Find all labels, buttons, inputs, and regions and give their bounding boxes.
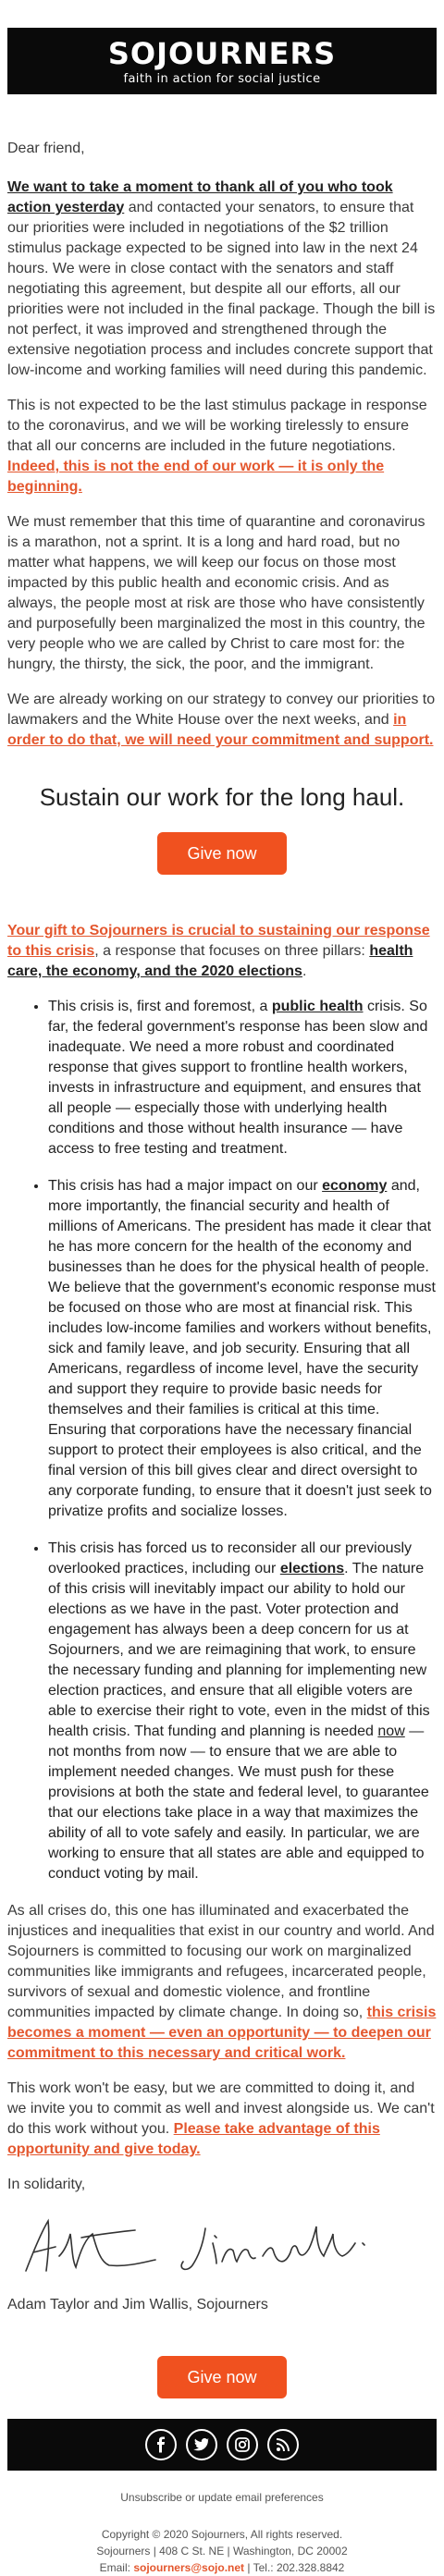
- paragraph-marathon: We must remember that this time of quarantine and coronavirus is a marathon, not a sprint. It is a long and hard road, but no matter what happens, we will keep our focus on those most impacted by this public health and economic crisis. And as always, the people most at risk are those who have consistently and purposefully been marginalized the most in this country, the very people who we are called by Christ to care most for: the hungry, the thirsty, the sick, the poor, and the immigrant.: [7, 514, 426, 672]
- unsubscribe-link[interactable]: Unsubscribe or update email preferences: [120, 2491, 324, 2504]
- header-banner: [7, 28, 437, 94]
- give-today-link[interactable]: Please take advantage of this opportunity and give today.: [7, 2121, 380, 2157]
- copyright: Copyright © 2020 Sojourners, All rights reserved.: [101, 2528, 343, 2541]
- list-text: This crisis is, first and foremost, a: [48, 999, 272, 1014]
- opportunity-link[interactable]: this crisis becomes a moment — even an opportunity — to deepen our commitment to this necessary and critical work.: [7, 2005, 437, 2061]
- list-text: This crisis has had a major impact on our: [48, 1178, 323, 1194]
- give-button-wrap-bottom: [7, 2356, 437, 2398]
- paragraph-text: , a response that focuses on three pillars:: [94, 943, 370, 959]
- contact-line: [0, 2559, 444, 2576]
- facebook-icon[interactable]: [145, 2429, 177, 2460]
- handwritten-signatures: [7, 2210, 396, 2284]
- email-body: [0, 139, 444, 2398]
- paragraph-gift: [7, 921, 437, 982]
- list-item-economy: [48, 1176, 437, 1522]
- logo[interactable]: SOJOURNERS: [107, 36, 337, 71]
- give-now-button-bottom[interactable]: Give now: [157, 2356, 287, 2398]
- give-now-button[interactable]: Give now: [157, 832, 287, 875]
- address: Sojourners | 408 C St. NE | Washington, DC 20002: [96, 2545, 348, 2558]
- list-item-health: [48, 997, 437, 1159]
- list-text: This crisis has forced us to reconsider all our previously overlooked practices, including our: [48, 1540, 413, 1576]
- paragraph-text: and contacted your senators, to ensure that our priorities were included in negotiations of the $2 trillion stimulus package expected to be signed into law in the next 24 hours. We were in close contact with the senators and staff negotiating this agreement, but despite all our efforts, all our priorities were not included in the final package. Though the bill is not perfect, it was improved and strengthened through the extensive negotiation process and includes concrete support that low-income and working families will need during this pandemic.: [7, 200, 436, 378]
- pillars-link[interactable]: health care, the economy, and the 2020 elections: [7, 943, 413, 979]
- twitter-icon[interactable]: [186, 2429, 217, 2460]
- pillars-list: [7, 997, 437, 1884]
- email-link[interactable]: sojourners@sojo.net: [133, 2561, 245, 2574]
- not-the-end-link[interactable]: Indeed, this is not the end of our work — it is only the beginning.: [7, 459, 385, 495]
- paragraph-strategy: [7, 690, 437, 751]
- gift-crucial-link[interactable]: Your gift to Sojourners is crucial to sustaining our response to this crisis: [7, 923, 430, 959]
- paragraph-text: .: [302, 963, 307, 979]
- list-text: crisis. So far, the federal government's response has been slow and inadequate. We need a more robust and coordinated response that gives support to frontline health workers, invests in infrastructure and equipment, and ensures that all people — especially those with underlying health conditions and those without health insurance — have access to free testing and treatment.: [48, 999, 428, 1157]
- paragraph-text: This work won't be easy, but we are committed to doing it, and we invite you to commit as well and invest alongside us. We can't do this work without you.: [7, 2080, 435, 2137]
- closing: In solidarity,: [7, 2177, 86, 2192]
- email-label: Email:: [99, 2561, 134, 2574]
- signatures-image: [7, 2210, 437, 2284]
- instagram-icon[interactable]: [227, 2429, 258, 2460]
- paragraph-injustices: [7, 1901, 437, 2064]
- greeting: Dear friend,: [7, 141, 85, 156]
- signers: Adam Taylor and Jim Wallis, Sojourners: [7, 2297, 268, 2312]
- list-text: — not months from now — to ensure that we are able to implement needed changes. We must push for these provisions at both the state and federal level, to guarantee that our elections take place in a way that maximizes the ability of all to vote safely and easily. In particular, we are working to ensure that all states are able and equipped to conduct voting by mail.: [48, 1723, 429, 1882]
- paragraph-not-last: [7, 396, 437, 497]
- paragraph-text: We are already working on our strategy to convey our priorities to lawmakers and the White House over the next weeks, and: [7, 692, 436, 728]
- now-emphasis: now: [377, 1723, 405, 1739]
- tagline: faith in action for social justice: [123, 72, 321, 86]
- list-text: . The nature of this crisis will inevitably impact our ability to hold our elections as we have in the past. Voter protection and engagement has always been a deep concern for us at Sojourners, and we are reimagining that work, to ensure the necessary funding and planning for implementing new election practices, and ensure that all eligible voters are able to exercise their right to vote, even in the midst of this health crisis. That funding and planning is needed: [48, 1561, 430, 1739]
- rss-icon[interactable]: [267, 2429, 299, 2460]
- commitment-link[interactable]: in order to do that, we will need your commitment and support.: [7, 712, 434, 748]
- list-text: and, more importantly, the financial security and health of millions of Americans. The president has made it clear that he has more concern for the health of the economy and businesses than he does for the physical health of people. We believe that the government's economic response must be focused on those who are most at financial risk. This includes low-income families and workers without benefits, sick and family leave, and job security. Ensuring that all Americans, regardless of income level, have the security and support they require to provide basic needs for themselves and their families is critical at this time. Ensuring that corporations have the necessary financial support to protect their employees is also critical, and the final version of this bill gives clear and direct oversight to any corporate funding, to ensure that it doesn't just seek to privatize profits and socialize losses.: [48, 1178, 436, 1519]
- phone-text: | Tel.: 202.328.8842: [244, 2561, 345, 2574]
- social-bar: [7, 2419, 437, 2471]
- paragraph-text: As all crises do, this one has illuminated and exacerbated the injustices and inequalities that exist in our country and world. And Sojourners is committed to focusing our work on marginalized communities like immigrants and refugees, incarcerated people, survivors of sexual and domestic violence, and frontline communities impacted by climate change. In doing so,: [7, 1903, 435, 2020]
- paragraph-thanks: [7, 178, 437, 381]
- sustain-headline: Sustain our work for the long haul.: [39, 783, 405, 811]
- paragraph-invite: [7, 2079, 437, 2160]
- email-page: [0, 28, 444, 2576]
- elections-link[interactable]: elections: [279, 1561, 345, 1576]
- list-item-elections: [48, 1539, 437, 1884]
- took-action-link[interactable]: We want to take a moment to thank all of you who took action yesterday: [7, 179, 393, 215]
- economy-link[interactable]: economy: [322, 1178, 388, 1194]
- footer-meta: [0, 2526, 444, 2576]
- paragraph-text: This is not expected to be the last stimulus package in response to the coronavirus, and we will be working tirelessly to ensure that all our concerns are included in the future negotiations.: [7, 398, 427, 454]
- public-health-link[interactable]: public health: [271, 999, 364, 1014]
- give-button-wrap: [7, 832, 437, 875]
